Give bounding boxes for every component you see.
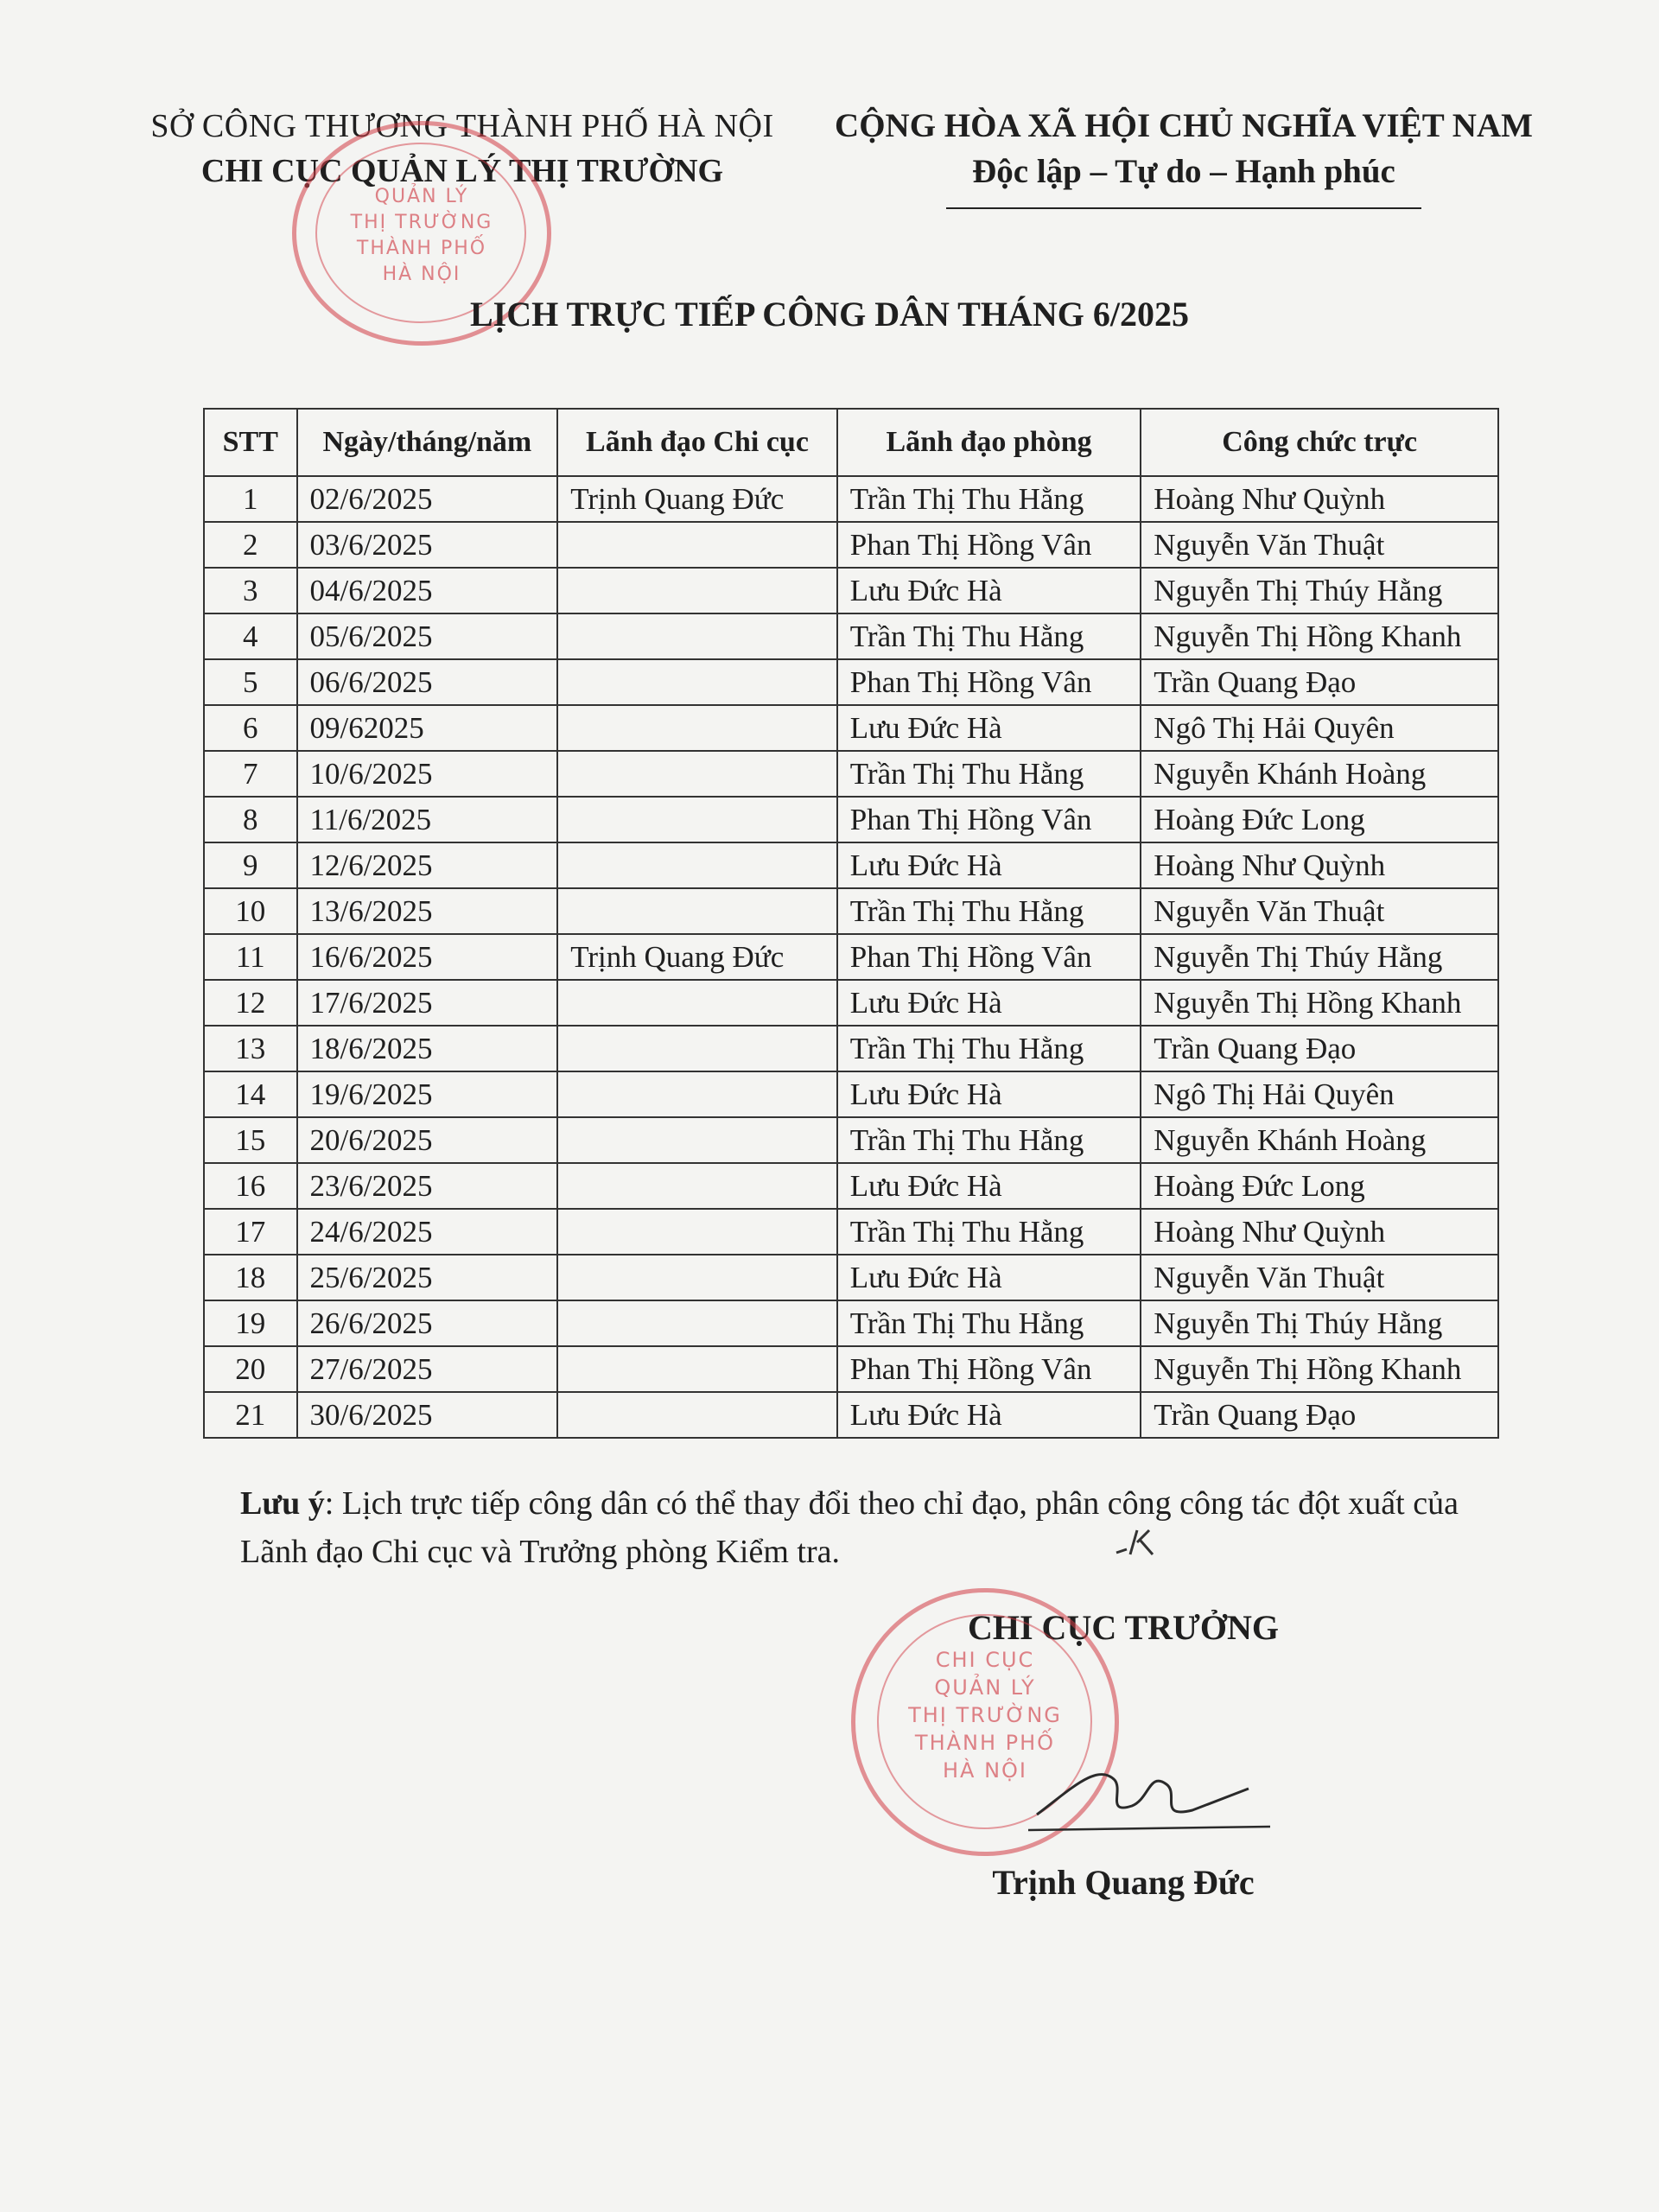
national-title: CỘNG HÒA XÃ HỘI CHỦ NGHĨA VIỆT NAM (835, 107, 1533, 144)
seal-line: CHI CỤC (935, 1648, 1035, 1672)
note-label: Lưu ý (240, 1485, 325, 1522)
cell-officer: Nguyễn Thị Hồng Khanh (1141, 980, 1498, 1026)
cell-date: 30/6/2025 (297, 1392, 558, 1438)
cell-dept-leader: Trần Thị Thu Hằng (837, 751, 1141, 797)
cell-dept-leader: Lưu Đức Hà (837, 1163, 1141, 1209)
cell-date: 27/6/2025 (297, 1346, 558, 1392)
cell-officer: Nguyễn Thị Thúy Hằng (1141, 1300, 1498, 1346)
header-officer: Công chức trực (1141, 409, 1498, 476)
table-header-row (204, 409, 1498, 476)
cell-date: 12/6/2025 (297, 842, 558, 888)
cell-stt: 17 (204, 1209, 297, 1255)
cell-dept-leader: Phan Thị Hồng Vân (837, 934, 1141, 980)
agency-name: SỞ CÔNG THƯƠNG THÀNH PHỐ HÀ NỘI (150, 108, 774, 144)
cell-stt: 13 (204, 1026, 297, 1071)
cell-stt: 9 (204, 842, 297, 888)
table-row (204, 1300, 1498, 1346)
cell-stt: 18 (204, 1255, 297, 1300)
cell-date: 02/6/2025 (297, 476, 558, 522)
cell-dept-leader: Lưu Đức Hà (837, 705, 1141, 751)
cell-stt: 7 (204, 751, 297, 797)
cell-date: 19/6/2025 (297, 1071, 558, 1117)
seal-line: THÀNH PHỐ (356, 238, 487, 259)
cell-chief-leader (557, 1117, 837, 1163)
cell-stt: 5 (204, 659, 297, 705)
cell-dept-leader: Lưu Đức Hà (837, 1392, 1141, 1438)
table-row (204, 659, 1498, 705)
cell-date: 04/6/2025 (297, 568, 558, 613)
document-title: LỊCH TRỰC TIẾP CÔNG DÂN THÁNG 6/2025 (470, 295, 1189, 334)
cell-dept-leader: Trần Thị Thu Hằng (837, 476, 1141, 522)
cell-date: 26/6/2025 (297, 1300, 558, 1346)
cell-date: 25/6/2025 (297, 1255, 558, 1300)
cell-officer: Nguyễn Văn Thuật (1141, 888, 1498, 934)
table-row (204, 613, 1498, 659)
schedule-table (203, 408, 1499, 1439)
cell-officer: Nguyễn Khánh Hoàng (1141, 1117, 1498, 1163)
cell-officer: Trần Quang Đạo (1141, 1026, 1498, 1071)
cell-dept-leader: Phan Thị Hồng Vân (837, 1346, 1141, 1392)
table-row (204, 1026, 1498, 1071)
cell-chief-leader: Trịnh Quang Đức (557, 934, 837, 980)
cell-dept-leader: Trần Thị Thu Hằng (837, 1117, 1141, 1163)
cell-stt: 11 (204, 934, 297, 980)
cell-chief-leader (557, 1346, 837, 1392)
table-row (204, 1255, 1498, 1300)
cell-dept-leader: Lưu Đức Hà (837, 842, 1141, 888)
cell-date: 03/6/2025 (297, 522, 558, 568)
cell-officer: Nguyễn Thị Thúy Hằng (1141, 568, 1498, 613)
seal-line: QUẢN LÝ (374, 186, 469, 207)
cell-chief-leader (557, 1026, 837, 1071)
table-row (204, 934, 1498, 980)
cell-stt: 21 (204, 1392, 297, 1438)
cell-stt: 4 (204, 613, 297, 659)
header-date: Ngày/tháng/năm (297, 409, 558, 476)
cell-date: 17/6/2025 (297, 980, 558, 1026)
table-row (204, 568, 1498, 613)
cell-date: 06/6/2025 (297, 659, 558, 705)
cell-chief-leader: Trịnh Quang Đức (557, 476, 837, 522)
cell-chief-leader (557, 1255, 837, 1300)
cell-officer: Hoàng Như Quỳnh (1141, 842, 1498, 888)
cell-chief-leader (557, 888, 837, 934)
cell-dept-leader: Lưu Đức Hà (837, 1255, 1141, 1300)
initial-mark-icon (1115, 1525, 1175, 1560)
cell-date: 09/62025 (297, 705, 558, 751)
cell-chief-leader (557, 980, 837, 1026)
cell-chief-leader (557, 1392, 837, 1438)
cell-officer: Hoàng Như Quỳnh (1141, 1209, 1498, 1255)
cell-date: 10/6/2025 (297, 751, 558, 797)
cell-dept-leader: Phan Thị Hồng Vân (837, 522, 1141, 568)
cell-officer: Hoàng Đức Long (1141, 797, 1498, 842)
cell-chief-leader (557, 797, 837, 842)
cell-date: 20/6/2025 (297, 1117, 558, 1163)
cell-chief-leader (557, 751, 837, 797)
seal-line: THỊ TRƯỜNG (908, 1703, 1062, 1727)
seal-line: QUẢN LÝ (934, 1675, 1036, 1700)
cell-date: 05/6/2025 (297, 613, 558, 659)
table-row (204, 1117, 1498, 1163)
cell-dept-leader: Trần Thị Thu Hằng (837, 613, 1141, 659)
table-row (204, 1209, 1498, 1255)
table-row (204, 888, 1498, 934)
cell-stt: 14 (204, 1071, 297, 1117)
cell-dept-leader: Trần Thị Thu Hằng (837, 1209, 1141, 1255)
cell-stt: 3 (204, 568, 297, 613)
cell-stt: 1 (204, 476, 297, 522)
cell-dept-leader: Phan Thị Hồng Vân (837, 659, 1141, 705)
table-body (204, 476, 1498, 1438)
cell-dept-leader: Lưu Đức Hà (837, 1071, 1141, 1117)
cell-chief-leader (557, 613, 837, 659)
header-dept-leader: Lãnh đạo phòng (837, 409, 1141, 476)
seal-line: HÀ NỘI (942, 1758, 1027, 1783)
table-row (204, 980, 1498, 1026)
cell-date: 11/6/2025 (297, 797, 558, 842)
unit-name: CHI CỤC QUẢN LÝ THỊ TRƯỜNG (200, 153, 724, 189)
signer-title: CHI CỤC TRƯỞNG (967, 1608, 1280, 1647)
header-chief-leader: Lãnh đạo Chi cục (557, 409, 837, 476)
cell-officer: Trần Quang Đạo (1141, 659, 1498, 705)
seal-line: HÀ NỘI (382, 264, 461, 285)
note-text: : Lịch trực tiếp công dân có thể thay đổi theo chỉ đạo, phân công công tác đột xuất của Lãnh đạo Chi cục và Trưởng phòng Kiểm tra. (240, 1485, 1459, 1570)
cell-officer: Nguyễn Văn Thuật (1141, 522, 1498, 568)
header-stt: STT (204, 409, 297, 476)
cell-officer: Nguyễn Thị Hồng Khanh (1141, 613, 1498, 659)
cell-chief-leader (557, 522, 837, 568)
cell-dept-leader: Lưu Đức Hà (837, 980, 1141, 1026)
table-row (204, 1392, 1498, 1438)
cell-date: 24/6/2025 (297, 1209, 558, 1255)
cell-stt: 8 (204, 797, 297, 842)
cell-officer: Nguyễn Khánh Hoàng (1141, 751, 1498, 797)
table-row (204, 522, 1498, 568)
table-row (204, 476, 1498, 522)
cell-chief-leader (557, 568, 837, 613)
national-motto: Độc lập – Tự do – Hạnh phúc (946, 149, 1421, 209)
cell-officer: Ngô Thị Hải Quyên (1141, 1071, 1498, 1117)
cell-officer: Nguyễn Thị Thúy Hằng (1141, 934, 1498, 980)
signer-name: Trịnh Quang Đức (992, 1863, 1255, 1902)
header-right (821, 104, 1547, 209)
cell-officer: Hoàng Như Quỳnh (1141, 476, 1498, 522)
cell-date: 16/6/2025 (297, 934, 558, 980)
seal-line: THÀNH PHỐ (914, 1731, 1056, 1755)
cell-officer: Ngô Thị Hải Quyên (1141, 705, 1498, 751)
cell-chief-leader (557, 1071, 837, 1117)
cell-dept-leader: Trần Thị Thu Hằng (837, 1300, 1141, 1346)
table-row (204, 1346, 1498, 1392)
seal-top-text (296, 184, 547, 288)
table-row (204, 1071, 1498, 1117)
cell-officer: Hoàng Đức Long (1141, 1163, 1498, 1209)
note-paragraph (240, 1479, 1484, 1576)
cell-stt: 16 (204, 1163, 297, 1209)
table-row (204, 797, 1498, 842)
cell-stt: 19 (204, 1300, 297, 1346)
cell-officer: Trần Quang Đạo (1141, 1392, 1498, 1438)
cell-date: 18/6/2025 (297, 1026, 558, 1071)
cell-dept-leader: Trần Thị Thu Hằng (837, 888, 1141, 934)
table-row (204, 705, 1498, 751)
seal-line: THỊ TRƯỜNG (350, 212, 493, 233)
cell-dept-leader: Trần Thị Thu Hằng (837, 1026, 1141, 1071)
cell-stt: 10 (204, 888, 297, 934)
cell-chief-leader (557, 1300, 837, 1346)
cell-chief-leader (557, 1163, 837, 1209)
table-row (204, 842, 1498, 888)
cell-stt: 6 (204, 705, 297, 751)
cell-date: 13/6/2025 (297, 888, 558, 934)
table-row (204, 1163, 1498, 1209)
cell-officer: Nguyễn Thị Hồng Khanh (1141, 1346, 1498, 1392)
cell-dept-leader: Phan Thị Hồng Vân (837, 797, 1141, 842)
cell-stt: 15 (204, 1117, 297, 1163)
cell-chief-leader (557, 659, 837, 705)
cell-dept-leader: Lưu Đức Hà (837, 568, 1141, 613)
table-row (204, 751, 1498, 797)
cell-chief-leader (557, 1209, 837, 1255)
handwritten-signature-icon (1020, 1737, 1279, 1840)
cell-stt: 12 (204, 980, 297, 1026)
cell-stt: 20 (204, 1346, 297, 1392)
cell-date: 23/6/2025 (297, 1163, 558, 1209)
cell-chief-leader (557, 842, 837, 888)
cell-stt: 2 (204, 522, 297, 568)
cell-chief-leader (557, 705, 837, 751)
cell-officer: Nguyễn Văn Thuật (1141, 1255, 1498, 1300)
